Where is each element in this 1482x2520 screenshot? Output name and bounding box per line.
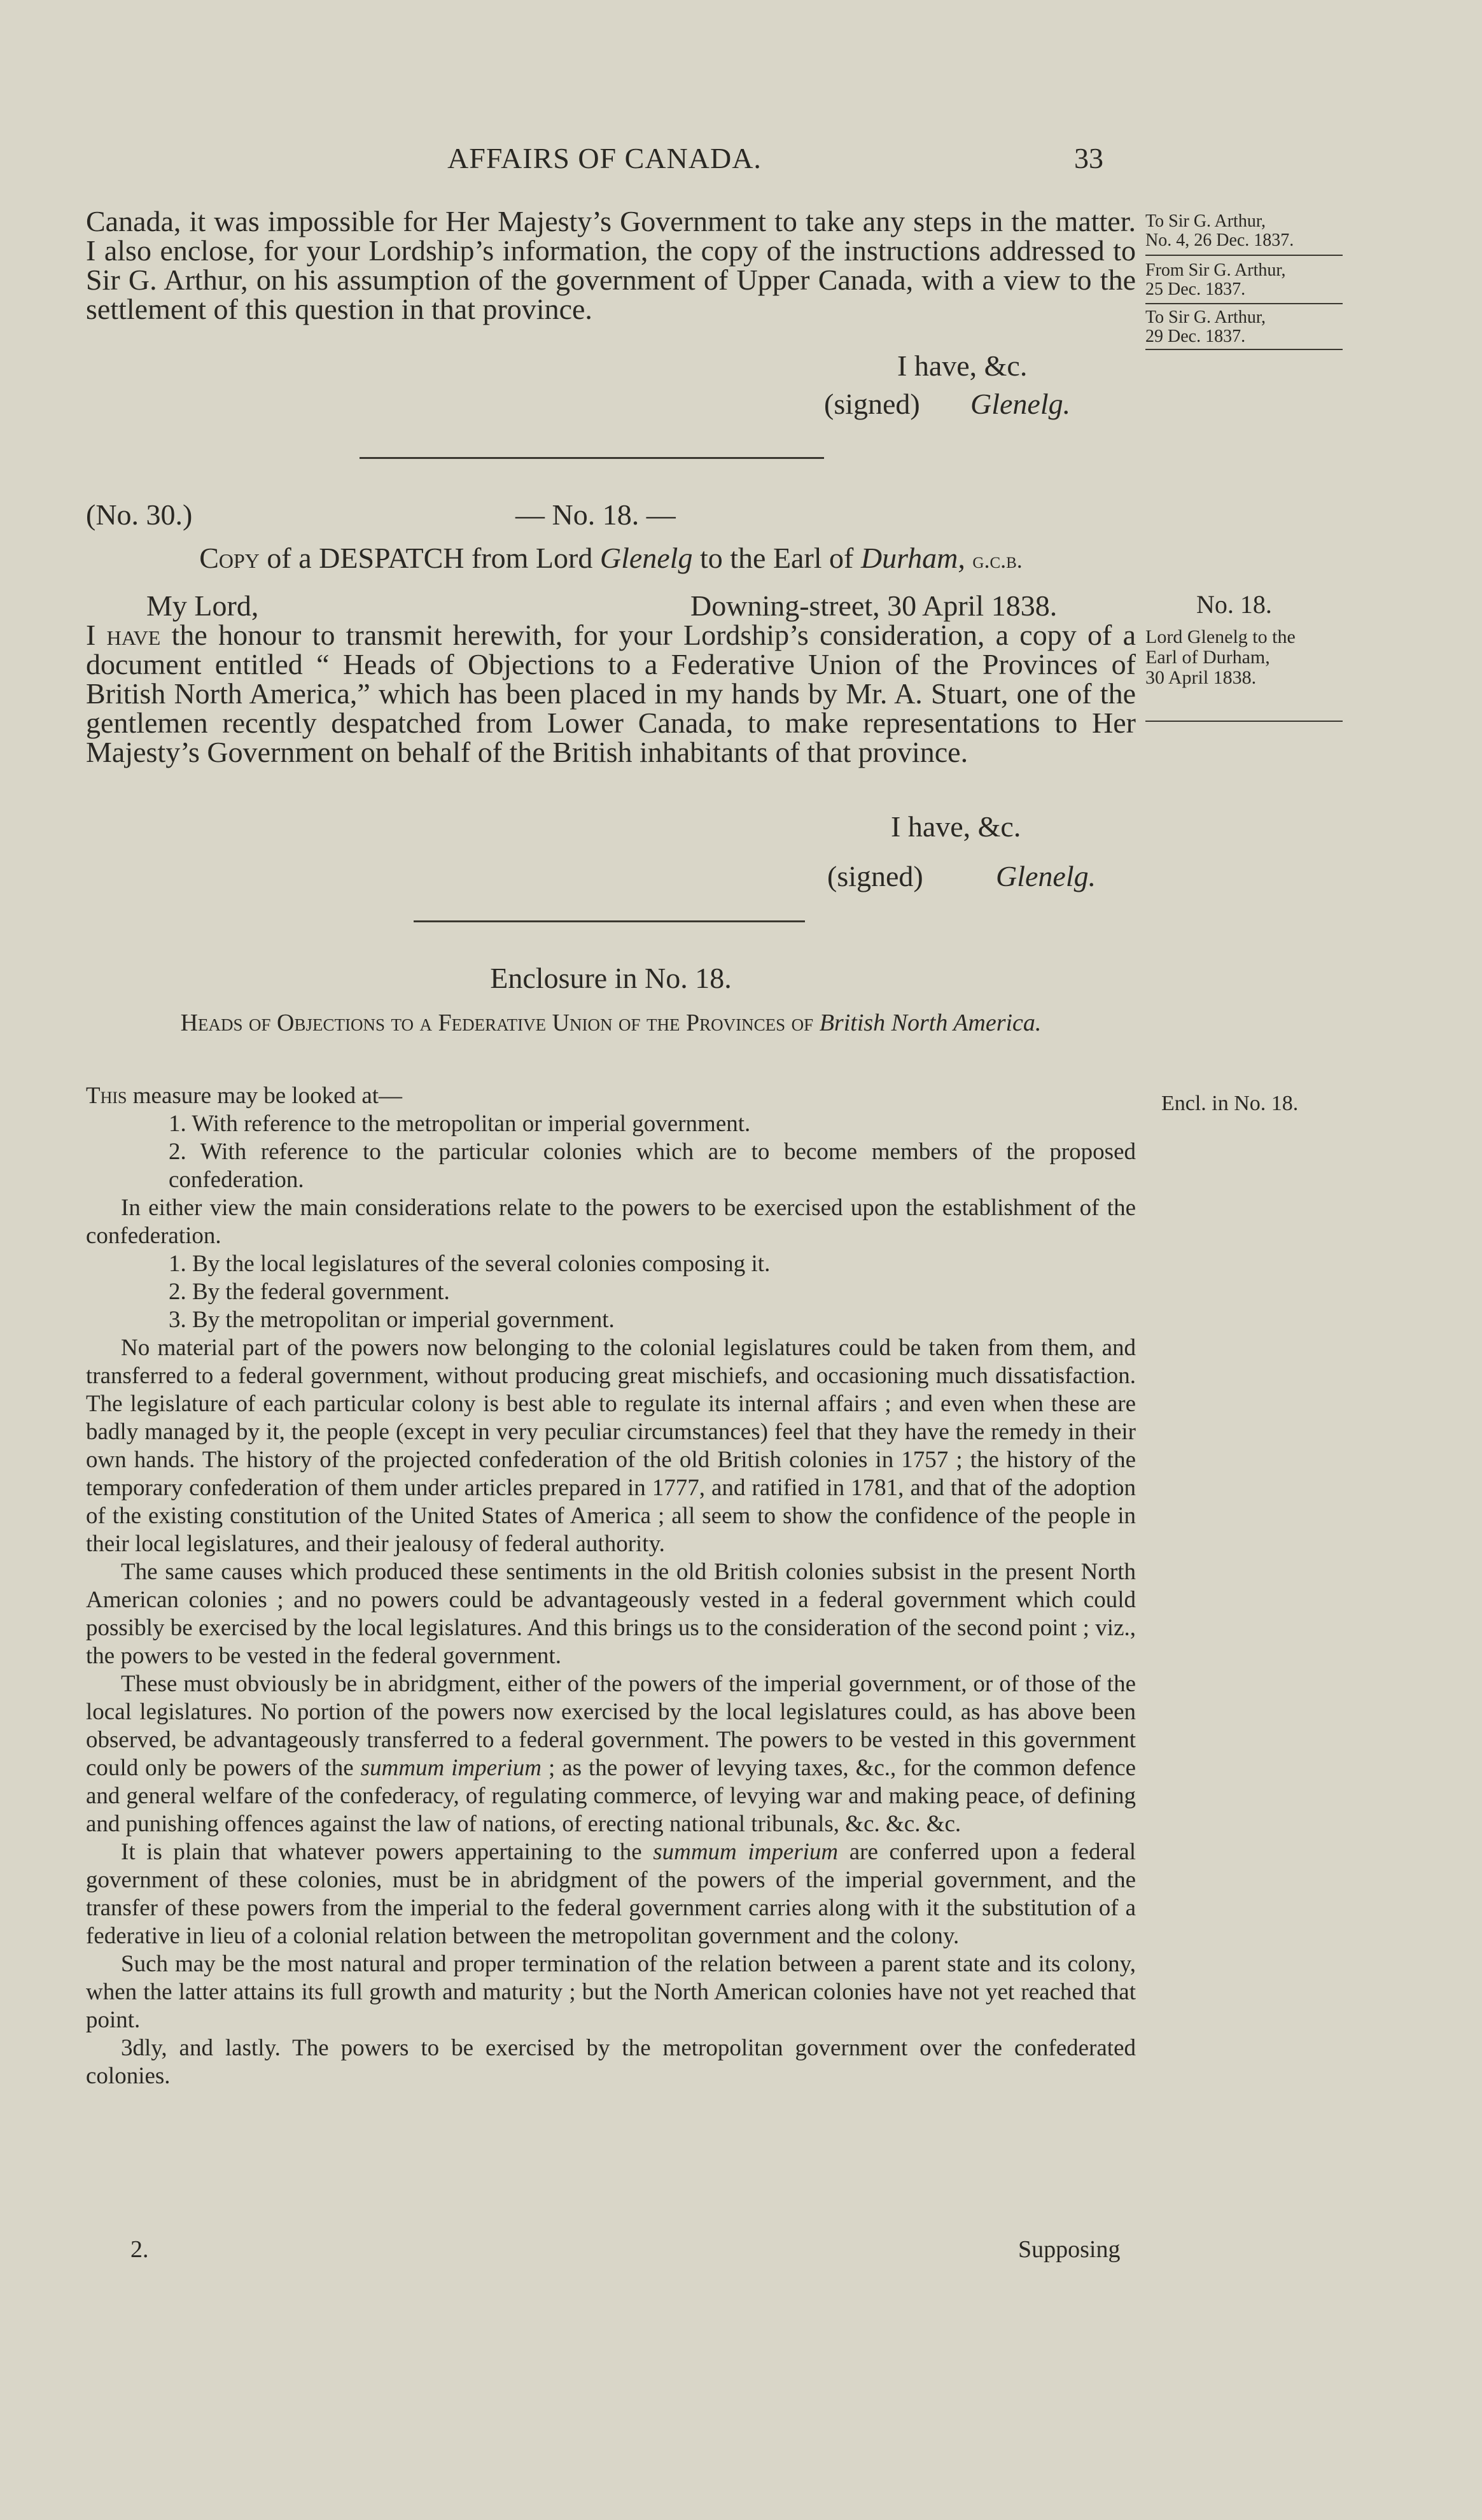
top-signature: Glenelg. — [970, 388, 1071, 420]
body-list-item: 2. With reference to the particular colonies which are to become members of the proposed confederation. — [169, 1139, 1136, 1193]
body-paragraph: 3dly, and lastly. The powers to be exercised by the metropolitan government over the confederated colonies. — [86, 2035, 1136, 2089]
section-divider — [414, 920, 805, 922]
top-paragraph-block — [86, 207, 1136, 324]
signature-mark: 2. — [130, 2236, 149, 2263]
despatch-closing: I have, &c. — [891, 810, 1021, 843]
latin-phrase: summum imperium — [653, 1839, 839, 1865]
body-list-item: 1. With reference to the metropolitan or imperial government. — [169, 1111, 751, 1137]
despatch-heading: Copy of a DESPATCH from Lord Glenelg to the Earl of Durham, g.c.b. — [199, 542, 1023, 574]
top-closing: I have, &c. — [897, 349, 1028, 382]
despatch-signed: (signed) — [827, 860, 923, 892]
catchword: Supposing — [1018, 2236, 1121, 2263]
body-list-item: 2. By the federal government. — [169, 1279, 450, 1305]
body-paragraph: These must obviously be in abridgment, either of the powers of the imperial government, or of those of the local legislatures. No portion of the powers now exercised by the local legislatures could, as has above been observed, be advantageously transferred to a federal government. The powers to be vested in this government could only be powers of the summum imperium ; as the power of levying taxes, &c., for the common defence and general welfare of the confederacy, of regulating commerce, of levying war and making peace, of defining and punishing offences against the law of nations, of erecting national tribunals, &c. &c. &c. — [86, 1671, 1136, 1837]
margin-despatch-note: Lord Glenelg to the Earl of Durham, 30 April 1838. — [1145, 626, 1296, 688]
despatch-paragraph: the honour to transmit herewith, for your Lordship’s consideration, a copy of a document entitled “ Heads of Objections to a Federative Union of the Provinces of British North America,” which has been placed in my hands by Mr. A. Stuart, one of the gentlemen recently despatched from Lower Canada, to make representations to Her Majesty’s Government on behalf of the British inhabitants of that province. — [86, 619, 1136, 768]
body-paragraph: Such may be the most natural and proper termination of the relation between a parent state and its colony, when the latter attains its full growth and maturity ; but the North American colonies have not yet reached that point. — [86, 1951, 1136, 2033]
margin-note-2: From Sir G. Arthur, 25 Dec. 1837. — [1145, 260, 1286, 299]
top-paragraph: Canada, it was impossible for Her Majesty’s Government to take any steps in the matter. I also enclose, for your Lordship’s information, the copy of the instructions addressed to Sir G. Arthur, on his assumption of the government of Upper Canada, with a view to the settlement of this question in that province. — [86, 205, 1136, 325]
enclosure-body — [86, 1082, 1136, 2090]
body-list-item: 1. By the local legislatures of the several colonies composing it. — [169, 1251, 771, 1277]
despatch-sequence: — No. 18. — — [515, 498, 676, 531]
margin-rule — [1145, 303, 1343, 304]
page-number: 33 — [1074, 142, 1103, 174]
body-paragraph: It is plain that whatever powers appertaining to the summum imperium are conferred upon a federal government of these colonies, must be in abridgment of the powers of the imperial government, and the transfer of these powers from the imperial to the federal government carries along with it the substitution of a federative in lieu of a colonial relation between the metropolitan government and the colony. — [86, 1839, 1136, 1949]
despatch-paragraph-block — [86, 621, 1136, 767]
body-paragraph: In either view the main considerations relate to the powers to be exercised upon the establishment of the confederation. — [86, 1195, 1136, 1249]
margin-rule — [1145, 721, 1343, 722]
section-divider — [360, 457, 824, 459]
despatch-opening: I have — [86, 619, 161, 651]
enclosure-heading: Heads of Objections to a Federative Union of the Provinces of British North America. — [180, 1010, 1042, 1036]
place-date: Downing-street, 30 April 1838. — [690, 589, 1058, 622]
salutation: My Lord, — [146, 589, 259, 622]
body-list-item: 3. By the metropolitan or imperial government. — [169, 1307, 615, 1333]
body-paragraph: The same causes which produced these sentiments in the old British colonies subsist in the present North American colonies ; and no powers could be advantageously vested in a federal government which could possibly be exercised by the local legislatures. And this brings us to the consideration of the second point ; viz., the powers to be vested in the federal government. — [86, 1559, 1136, 1669]
margin-note-3: To Sir G. Arthur, 29 Dec. 1837. — [1145, 307, 1266, 346]
running-head: AFFAIRS OF CANADA. — [447, 142, 762, 174]
margin-rule — [1145, 255, 1343, 256]
enclosure-margin-note: Encl. in No. 18. — [1161, 1092, 1299, 1115]
margin-rule — [1145, 349, 1343, 350]
latin-phrase: summum imperium — [360, 1755, 542, 1781]
margin-despatch-number: No. 18. — [1196, 590, 1272, 619]
top-signed: (signed) — [824, 388, 920, 420]
body-paragraph: This measure may be looked at— — [86, 1083, 403, 1109]
despatch-number: (No. 30.) — [86, 498, 193, 531]
enclosure-title: Enclosure in No. 18. — [490, 962, 732, 994]
body-paragraph: No material part of the powers now belonging to the colonial legislatures could be taken from them, and transferred to a federal government, without producing great mischiefs, and occasioning much dissatisfaction. The legislature of each particular colony is best able to regulate its internal affairs ; and even when these are badly managed by it, the people (except in very peculiar circumstances) feel that they have the remedy in their own hands. The history of the projected confederation of the old British colonies in 1757 ; the history of the temporary confederation of them under articles prepared in 1777, and ratified in 1781, and that of the adoption of the existing constitution of the United States of America ; all seem to show the confidence of the people in their local legislatures, and their jealousy of federal authority. — [86, 1335, 1136, 1557]
despatch-signature: Glenelg. — [996, 860, 1096, 892]
margin-note-1: To Sir G. Arthur, No. 4, 26 Dec. 1837. — [1145, 211, 1294, 250]
